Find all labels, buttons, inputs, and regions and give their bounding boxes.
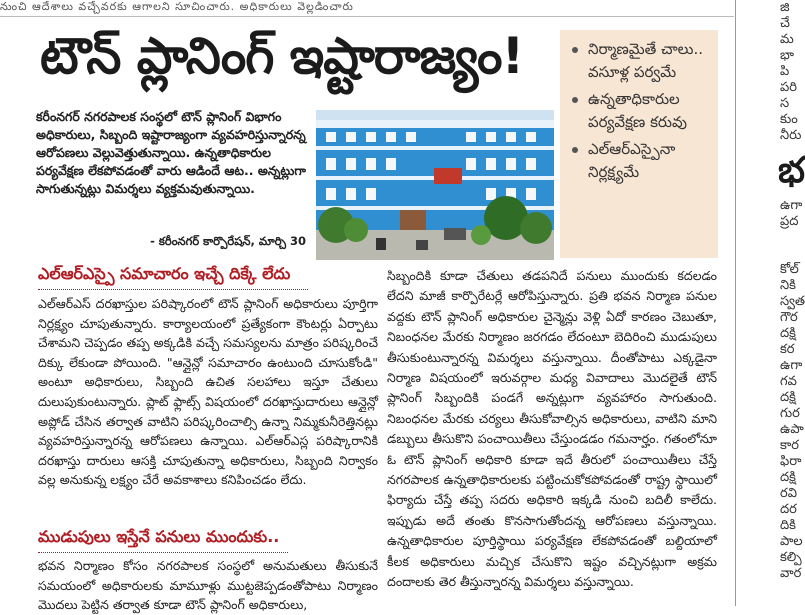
bullet-icon bbox=[572, 147, 578, 153]
highlights-box bbox=[560, 30, 718, 258]
adjacent-article-text-top: జి చే మ భా పి పరి స కుం నీరు bbox=[780, 0, 802, 143]
dateline-credit: - కరీంనగర్ కార్పొరేషన్, మార్చి 30 bbox=[150, 234, 306, 248]
adjacent-article-headline: భ bbox=[778, 150, 805, 191]
corporation-building-photo bbox=[316, 110, 554, 260]
previous-article-strip: నుంచి ఆదేశాలు వచ్చేవరకు ఆగాలని సూచించారు. అధికారులు వెల్లడించారు bbox=[0, 0, 354, 13]
article-headline: టౌన్ ప్లానింగ్ ఇష్టారాజ్యం! bbox=[40, 27, 524, 85]
subheading-lrs: ఎల్ఆర్ఎస్పై సమాచారం ఇచ్చే దిక్కే లేదు bbox=[38, 264, 308, 290]
highlight-item: ఉన్నతాధికారుల పర్యవేక్షణ కరువు bbox=[572, 88, 710, 134]
body-paragraph-continued: సిబ్బందికి కూడా చేతులు తడపనిదే పనులు ముందుకు కదలడం లేదని మాజీ కార్పొరేటర్లే ఆరోపిస్తున్నారు. ప్రతి భవన నిర్మాణ పనుల వద్దకు టౌన్ ప్లానింగ్ అధికారుల చైన్మెన్లు వెళ్లి ఏదో కారణం చెబుతూ, నిబంధనల మేరకు నిర్మాణం జరగడం లేదంటూ బెదిరించి ముడుపులు తీసుకుంటున్నారన్న విమర్శలు వస్తున్నాయి. దీంతోపాటు ఎక్కడైనా నిర్మాణ విషయంలో ఇరువర్గాల మధ్య వివాదాలు మొదలైతే టౌన్ ప్లానింగ్ సిబ్బందికి పండగే అన్నట్లుగా వ్యవహారం సాగుతుంది. నిబంధనల మేరకు చర్యలు తీసుకోవాల్సిన అధికారులు, వాటిని మాని డబ్బులు తీసుకొని పంచాయితీలు చేస్తుండడం గమనార్హం. గతంలోనూ ఓ టౌన్ ప్లానింగ్ అధికారి కూడా ఇదే తీరులో పంచాయితీలు చేస్తే నగరపాలక ఉన్నతాధికారులకు పట్టించుకోకపోవడంతో రాష్ట్ర స్థాయిలో ఫిర్యాదు చేస్తే తప్ప సదరు అధికారి ఇక్కడి నుంచి బదిలీ కాలేదు. ఇప్పుడు అదే తంతు కొనసాగుతోందన్న ఆరోపణలు వస్తున్నాయి. ఉన్నతాధికారుల పూర్తిస్థాయి పర్యవేక్షణ లేకపోవడంతో బల్దియాలో కీలక అధికారులు మచ్చిక చేసుకొని ఇష్టం వచ్చినట్లుగా అక్రమ దందాలకు తెర తీస్తున్నారన్న విమర్శలు వస్తున్నాయి. bbox=[387, 268, 717, 590]
bullet-icon bbox=[572, 97, 578, 103]
adjacent-article-intro: ఉగా ప్రద bbox=[780, 198, 803, 229]
highlight-item: నిర్మాణమైతే చాలు.. వసూళ్ల పర్వమే bbox=[572, 38, 710, 84]
adjacent-article-body: కోల్ నికి స్వత గౌర దక్షి కర ఉగా గవ దక్షి గుర ఉపా కార ఫిరా దక్షి రవి దర దికి పాల కల్పి వార bbox=[780, 262, 805, 581]
body-paragraph-bribes-start: భవన నిర్మాణం కోసం నగరపాలక సంస్థలో అనుమతులు తీసుకునే సమయంలో అధికారులకు మామూళ్లు ముట్టజెప్పడంతోపాటు నిర్మాణం మొదలు పెట్టిన తర్వాత కూడా టౌన్ ప్లానింగ్ అధికారులు, bbox=[38, 558, 378, 613]
top-divider bbox=[0, 16, 734, 17]
article-intro: కరీంనగర్ నగరపాలక సంస్థలో టౌన్ ప్లానింగ్ విభాగం అధికారులు, సిబ్బంది ఇష్టారాజ్యంగా వ్యవహరిస్తున్నారన్న ఆరోపణలు వెల్లువెత్తుతున్నాయి. ఉన్నతాధికారుల పర్యవేక్షణ లేకపోవడంతో వారు ఆడిందే ఆట.. అన్నట్లుగా సాగుతున్నట్లు విమర్శలు వ్యక్తమవుతున్నాయి. bbox=[36, 109, 306, 196]
body-paragraph-lrs: ఎల్ఆర్ఎస్ దరఖాస్తుల పరిష్కారంలో టౌన్ ప్లానింగ్ అధికారులు పూర్తిగా నిర్లక్ష్యం చూపుతున్నారు. కార్యాలయంలో ప్రత్యేకంగా కౌంటర్లు ఏర్పాటు చేశామని చెప్పడం తప్ప అక్కడికి వచ్చే సమస్యలను మాత్రం పరిష్కరించే దిక్కు లేకుండా పోయింది. "ఆన్లైన్లో సమాచారం ఉంటుంది చూసుకోండి" అంటూ అధికారులు, సిబ్బంది ఉచిత సలహాలు ఇస్తూ చేతులు దులుపుకుంటున్నారు. ప్లాట్ ఫ్లాట్స్ విషయంలో దరఖాస్తుదారులు ఆన్లైన్లో అప్లోడ్ చేసిన తర్వాత వాటిని పరిష్కరించాల్సి ఉన్నా నిమ్మకునీరెత్తినట్లు వ్యవహరిస్తున్నారన్న ఆరోపణలు ఉన్నాయి. ఎల్ఆర్ఎస్ల పరిష్కారానికి దరఖాస్తు దారులు ఆసక్తి చూపుతున్నా అధికారులు, సిబ్బంది నిర్వాకం వల్ల అనుకున్న లక్ష్యం చేరే అవకాశాలు కనిపించడం లేదు. bbox=[38, 296, 378, 488]
bullet-icon bbox=[572, 47, 578, 53]
subheading-bribes: ముడుపులు ఇస్తేనే పనులు ముందుకు.. bbox=[38, 527, 288, 553]
column-divider bbox=[735, 0, 736, 606]
highlight-item: ఎల్ఆర్ఎస్పైనా నిర్లక్ష్యమే bbox=[572, 138, 710, 184]
